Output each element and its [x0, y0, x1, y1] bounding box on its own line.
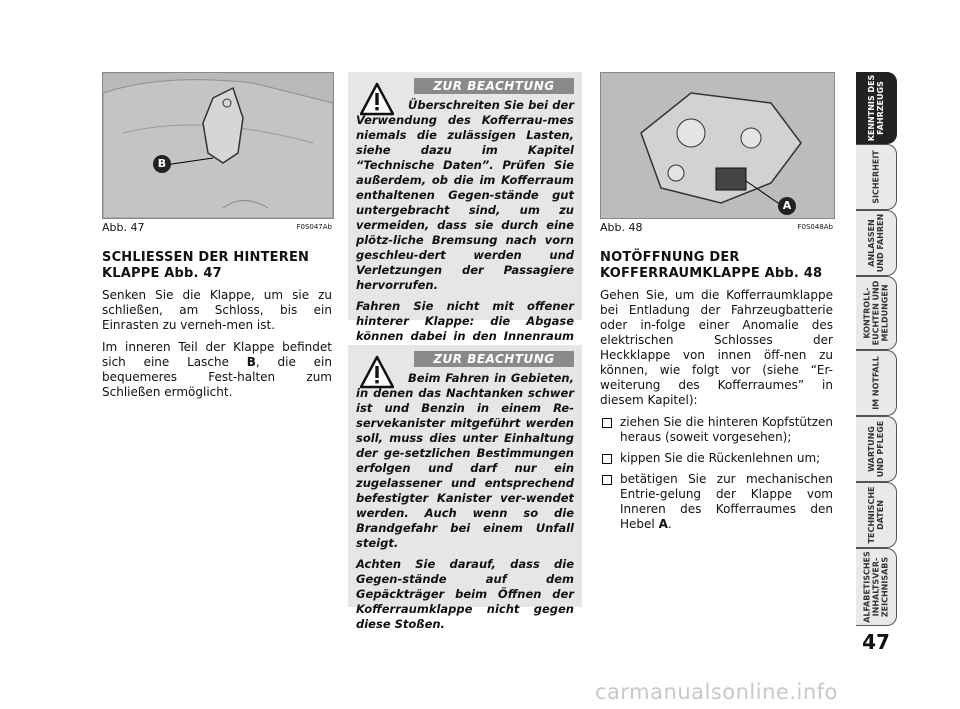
warning-box-2 [348, 345, 582, 631]
tab-label: WARTUNG UND PFLEGE [867, 420, 885, 478]
section2-para1: Gehen Sie, um die Kofferraumklappe bei Entladung der Fahrzeugbatterie oder in-folge einer Anomalie des elektrischen Schlosses der Heckklappe von innen öff-nen zu können, wie folgt vor (siehe “Er-weiterung des Kofferraumes” in diesem Kapitel): [600, 288, 833, 407]
warning1-header: ZUR BEACHTUNG [414, 78, 574, 94]
callout-a: A [778, 197, 796, 215]
figure-48-caption [600, 221, 833, 234]
tab-label: IM NOTFALL [871, 356, 881, 410]
tab-kenntnis-des-fahrzeugs[interactable] [856, 72, 897, 144]
list-item [600, 415, 833, 445]
tab-technische-daten[interactable] [856, 482, 897, 548]
checkbox-bullet-icon [602, 418, 612, 428]
tab-label: TECHNISCHE DATEN [867, 486, 885, 544]
tab-label: SICHERHEIT [871, 150, 881, 204]
section1-para2-a: Im inneren Teil der Klappe befindet sich eine Lasche [102, 340, 332, 369]
warning2-header: ZUR BEACHTUNG [414, 351, 574, 367]
tab-kontrollleuchten[interactable] [856, 276, 897, 350]
warning1-para2: Fahren Sie nicht mit offener hinterer Klappe: die Abgase können dabei in den Innenraum [356, 299, 574, 343]
figure-48-code: F0S048Ab [797, 223, 833, 231]
tab-label: ALFABETISCHES INHALTSVER- ZEICHNISABS [862, 551, 890, 623]
bullet-text: betätigen Sie zur mechanischen Entrie-gelung der Klappe vom Inneren des Kofferraumes den Hebel [620, 472, 833, 531]
section2-heading-line2: KOFFERRAUMKLAPPE Abb. 48 [600, 266, 823, 281]
section1-para2-bold: B [246, 355, 256, 369]
section1-para2 [102, 340, 332, 400]
bullet-text: kippen Sie die Rückenlehnen um; [620, 451, 821, 465]
bullet-end: . [667, 517, 672, 531]
section1-para1: Senken Sie die Klappe, um sie zu schließen, am Schloss, bis ein Einrasten zu verneh-men ist. [102, 288, 332, 332]
checkbox-bullet-icon [602, 475, 612, 485]
section1-para2-b: , die ein bequemeres Fest-halten zum Schließen ermöglicht. [102, 355, 332, 399]
tab-sicherheit[interactable] [856, 144, 897, 210]
figure-47-label: Abb. 47 [102, 221, 145, 234]
bullet-bold-a: A [658, 517, 668, 531]
list-item [600, 472, 833, 532]
figure-47-image [102, 72, 334, 219]
section1-heading-line2: KLAPPE Abb. 47 [102, 266, 222, 281]
tab-label: KENNTNIS DES FAHRZEUGS [867, 74, 885, 142]
tab-anlassen-und-fahren[interactable] [856, 210, 897, 276]
page-number: 47 [862, 630, 890, 654]
section-emergency-opening [600, 250, 833, 538]
section2-heading [600, 250, 833, 282]
tab-label: KONTROLL- EUCHTEN UND MELDUNGEN [862, 280, 890, 346]
tab-im-notfall[interactable] [856, 350, 897, 416]
section1-heading [102, 250, 332, 282]
figure-48-image [600, 72, 835, 219]
tab-label: ANLASSEN UND FAHREN [867, 213, 885, 273]
watermark: carmanualsonline.info [595, 680, 838, 704]
warning1-para1: Überschreiten Sie bei der Verwendung des Kofferrau-mes niemals die zulässigen Lasten, siehe dazu im Kapitel “Technische Daten”. Prüfen Sie außerdem, ob die im Kofferraum enthaltenen Gegen-stände gut untergebracht sind, um zu vermeiden, dass sie durch eine plötz-liche Bremsung nach vorn geschleu-dert werden und Verletzungen der Passagiere hervorrufen. [356, 98, 574, 292]
trunk-lock-illustration [601, 73, 834, 218]
warning2-para2: Achten Sie darauf, dass die Gegen-stände auf dem Gepäckträger beim Öffnen der Kofferraumklappe nicht gegen diese Stoßen. [356, 557, 574, 631]
list-item [600, 451, 833, 466]
section2-bullet-list [600, 415, 833, 532]
figure-47-code: F0S047Ab [296, 223, 332, 231]
checkbox-bullet-icon [602, 454, 612, 464]
warning2-para1: Beim Fahren in Gebieten, in denen das Nachtanken schwer ist und Benzin in einem Re-servekanister mitgeführt werden soll, muss dies unter Einhaltung der ge-setzlichen Bestimmungen erfolgen und darf nur ein zugelassener und entsprechend befestigter Kanister ver-wendet werden. Auch wenn so die Brandgefahr bei einem Unfall steigt. [356, 371, 574, 550]
warning-box-1 [348, 72, 582, 343]
tailgate-latch-illustration [103, 73, 333, 218]
section1-heading-line1: SCHLIESSEN DER HINTEREN [102, 250, 310, 265]
section2-heading-line1: NOTÖFFNUNG DER [600, 250, 740, 265]
section-close-tailgate [102, 250, 332, 407]
callout-b: B [153, 155, 171, 173]
tab-wartung-und-pflege[interactable] [856, 416, 897, 482]
bullet-text: ziehen Sie die hinteren Kopfstützen heraus (soweit vorgesehen); [620, 415, 833, 444]
figure-47-caption [102, 221, 332, 234]
tab-alfabetisches-inhaltsverzeichnis[interactable] [856, 548, 897, 626]
figure-48-label: Abb. 48 [600, 221, 643, 234]
